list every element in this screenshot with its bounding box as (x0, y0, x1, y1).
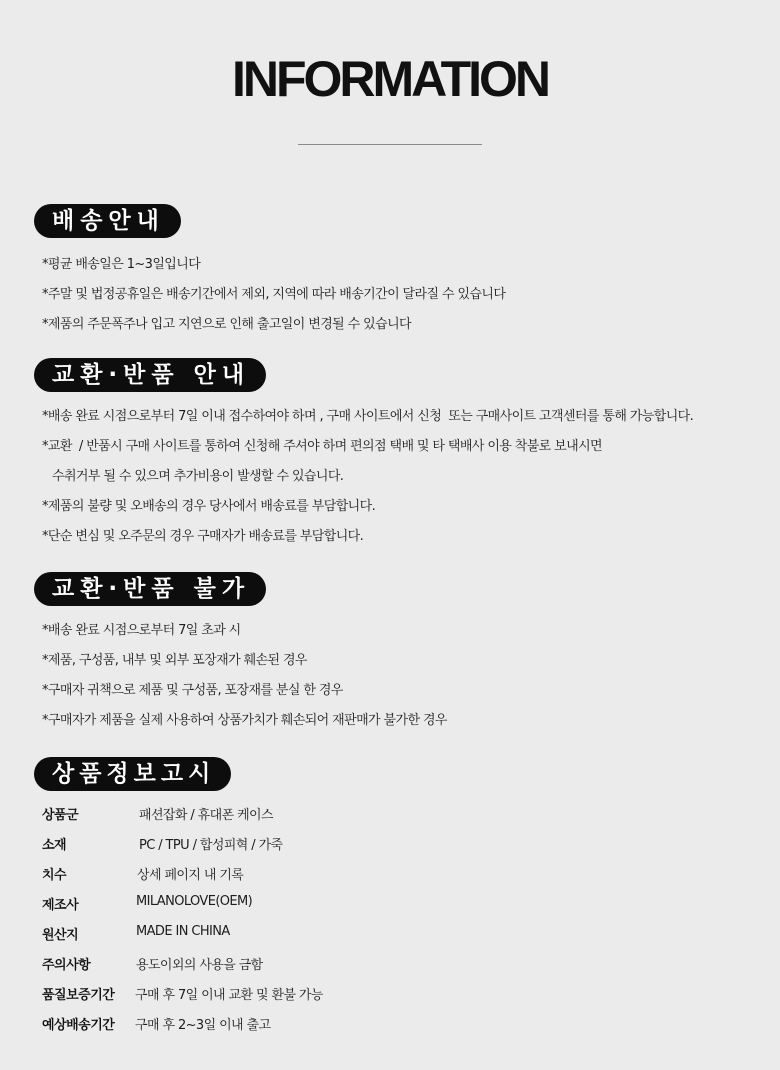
no-exchange-line: *배송 완료 시점으로부터 7일 초과 시 (42, 623, 241, 638)
delivery-line: *평균 배송일은 1~3일입니다 (42, 257, 201, 272)
spec-value: 구매 후 2~3일 이내 출고 (135, 1018, 271, 1033)
spec-key: 품질보증기간 (42, 988, 115, 1003)
exchange-line: *단순 변심 및 오주문의 경우 구매자가 배송료를 부담합니다. (42, 529, 364, 544)
spec-value: 구매 후 7일 이내 교환 및 환불 가능 (135, 988, 323, 1003)
exchange-line: 수취거부 될 수 있으며 추가비용이 발생할 수 있습니다. (52, 469, 344, 484)
page-title: INFORMATION (231, 51, 549, 107)
exchange-line: *교환 / 반품시 구매 사이트를 통하여 신청해 주셔야 하며 편의점 택배 및 타 택배사 이용 착불로 보내시면 (42, 439, 603, 454)
delivery-line: *주말 및 법정공휴일은 배송기간에서 제외, 지역에 따라 배송기간이 달라질 수 있습니다 (42, 287, 506, 302)
no-exchange-line: *구매자 귀책으로 제품 및 구성품, 포장재를 분실 한 경우 (42, 683, 343, 698)
spec-key: 소재 (42, 838, 67, 853)
product-info-heading: 상품정보고시 (34, 757, 231, 791)
exchange-line: *배송 완료 시점으로부터 7일 이내 접수하여야 하며 , 구매 사이트에서 신청 또는 구매사이트 고객센터를 통해 가능합니다. (42, 409, 694, 424)
spec-value: MILANOLOVE(OEM) (136, 894, 253, 909)
spec-value: PC / TPU / 합성피혁 / 가죽 (139, 838, 283, 853)
spec-key: 제조사 (42, 898, 79, 913)
spec-value: MADE IN CHINA (136, 924, 230, 939)
spec-value: 상세 페이지 내 기록 (137, 868, 244, 883)
spec-key: 주의사항 (42, 958, 91, 973)
title-divider (298, 144, 482, 145)
spec-key: 치수 (42, 868, 67, 883)
no-exchange-line: *제품, 구성품, 내부 및 외부 포장재가 훼손된 경우 (42, 653, 307, 668)
spec-value: 패션잡화 / 휴대폰 케이스 (139, 808, 273, 823)
exchange-line: *제품의 불량 및 오배송의 경우 당사에서 배송료를 부담합니다. (42, 499, 376, 514)
spec-key: 상품군 (42, 808, 79, 823)
spec-key: 예상배송기간 (42, 1018, 115, 1033)
no-exchange-heading: 교환·반품 불가 (34, 572, 266, 606)
exchange-heading: 교환·반품 안내 (34, 358, 266, 392)
spec-key: 원산지 (42, 928, 79, 943)
no-exchange-line: *구매자가 제품을 실제 사용하여 상품가치가 훼손되어 재판매가 불가한 경우 (42, 713, 447, 728)
delivery-line: *제품의 주문폭주나 입고 지연으로 인해 출고일이 변경될 수 있습니다 (42, 317, 411, 332)
delivery-heading: 배송안내 (34, 204, 181, 238)
spec-value: 용도이외의 사용을 금함 (136, 958, 263, 973)
